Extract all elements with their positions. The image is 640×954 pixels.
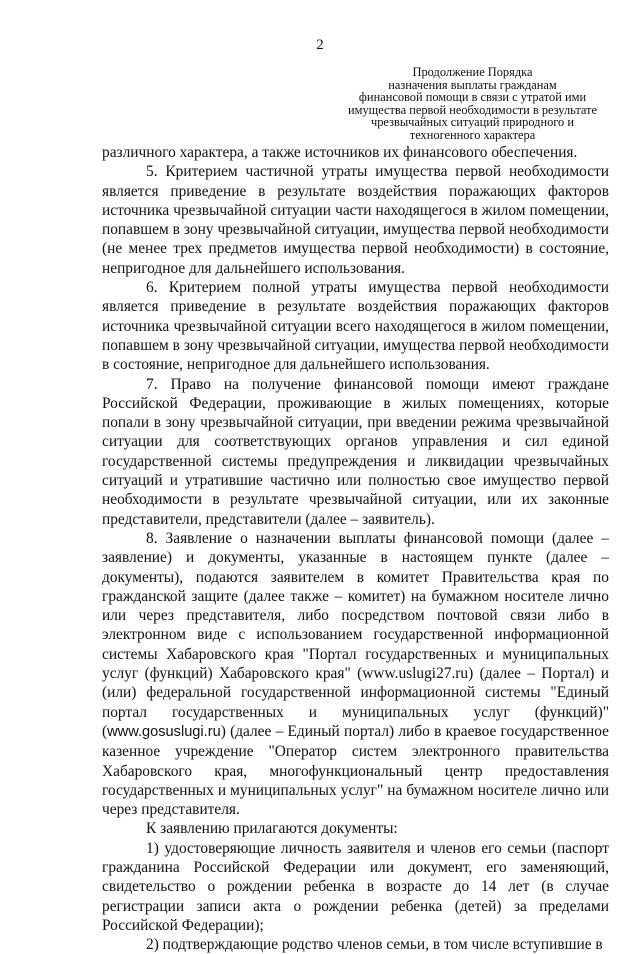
document-item-1: 1) удостоверяющие личность заявителя и членов его семьи (паспорт гражданина Российской Федерации или документ, его заменяющий, свидетельство о рождении ребенка в возрасте до 14 лет (в случае регистрации записи акта о рождении ребенка (детей) за пределами Российской Федерации); [102, 839, 609, 934]
documents-intro: К заявлению прилагаются документы: [146, 820, 398, 838]
header-line: Продолжение Порядка [412, 65, 533, 79]
header-line: техногенного характера [409, 127, 536, 142]
paragraph-6: 6. Критерием полной утраты имущества первой необходимости является приведение в результате воздействия поражающих факторов источника чрезвычайной ситуации всего находящегося в жилом помещении, попавшем в зону чрезвычайной ситуации, имущества первой необходимости в состояние, непригодное для дальнейшего использования. [102, 279, 609, 374]
header-line: финансовой помощи в связи с утратой ими [358, 90, 587, 105]
document-header [340, 66, 605, 142]
page-number: 2 [316, 37, 324, 53]
document-item-2: 2) подтверждающие родство членов семьи, в том числе вступившие в [146, 936, 603, 954]
paragraph-5: 5. Критерием частичной утраты имущества первой необходимости является приведение в результате воздействия поражающих факторов источника чрезвычайной ситуации части находящегося в жилом помещении, попавшем в зону чрезвычайной ситуации, имущества первой необходимости (не менее трех предметов имущества первой необходимости) в состояние, непригодное для дальнейшего использования. [102, 163, 609, 277]
paragraph-continuation: различного характера, а также источников их финансового обеспечения. [102, 144, 578, 161]
paragraph-8 [102, 529, 609, 819]
paragraph-8-text-a: 8. Заявление о назначении выплаты финансовой помощи (далее – заявление) и документы, указанные в настоящем пункте (далее – документы), подаются заявителем в комитет Правительства края по гражданской защите (далее также – комитет) на бумажном носителе лично или через представителя, либо посредством почтовой связи либо в электронном виде с использованием государственной информационной системы Хабаровского края "Портал государственных и муниципальных услуг (функций) Хабаровского края" (www.uslugi27.ru) (далее – Портал) и (или) федеральной государственной информационной системы "Единый портал государственных и муниципальных услуг (функций)" ( [102, 529, 609, 740]
header-line: имущества первой необходимости в результате [348, 102, 597, 117]
paragraph-8-text-b: ) (далее – Единый портал) либо в краевое государственное казенное учреждение "Оператор систем электронного правительства Хабаровского края, многофункциональный центр предоставления государственных и муниципальных услуг" на бумажном носителе лично или через представителя. [102, 722, 609, 819]
header-line: назначения выплаты гражданам [388, 77, 557, 92]
document-body [102, 143, 609, 954]
paragraph-7: 7. Право на получение финансовой помощи имеют граждане Российской Федерации, проживающие в жилых помещениях, которые попали в зону чрезвычайной ситуации, при введении режима чрезвычайной ситуации для соответствующих органов управления и сил единой государственной системы предупреждения и ликвидации чрезвычайных ситуаций и утратившие частично или полностью свое имущество первой необходимости в результате чрезвычайной ситуации, или их законные представители, представители (далее – заявитель). [102, 375, 609, 528]
header-line: чрезвычайных ситуаций природного и [371, 115, 574, 130]
gosuslugi-link: www.gosuslugi.ru [107, 723, 221, 740]
